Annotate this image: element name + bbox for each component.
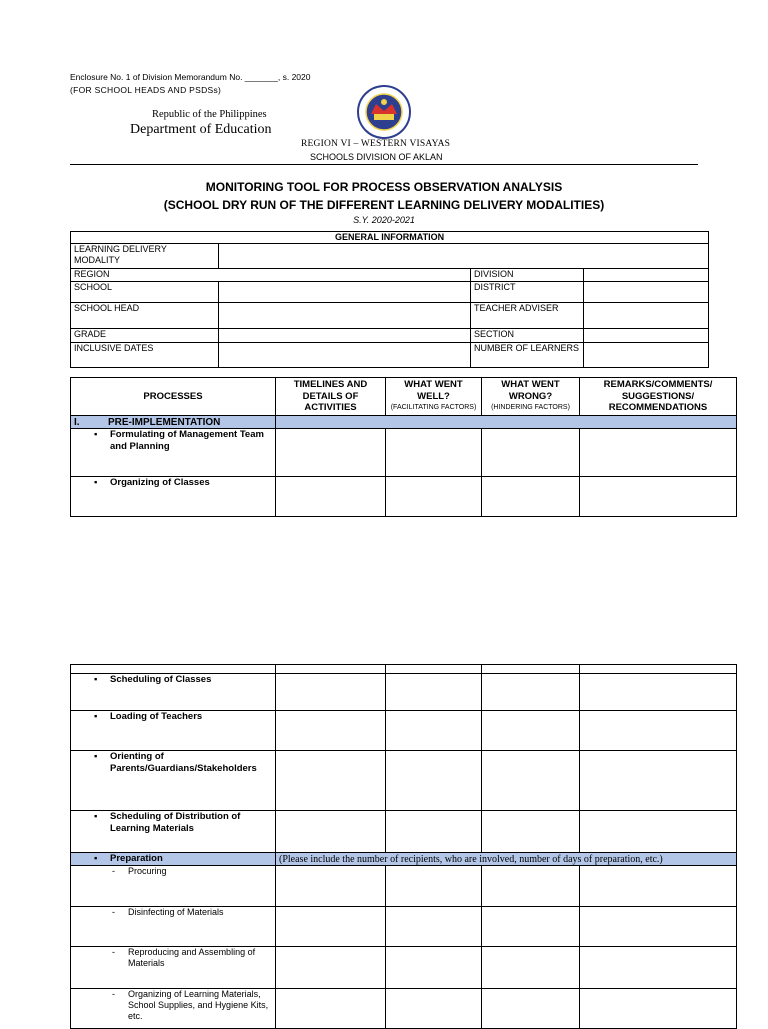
label-learning-delivery: LEARNING DELIVERY MODALITY <box>71 244 219 269</box>
process-row: ▪ Scheduling of Distribution of Learning Materials <box>71 811 276 853</box>
label-grade: GRADE <box>71 329 219 343</box>
cell-went-well[interactable] <box>386 674 482 711</box>
process-row: ▪ Formulating of Management Team and Planning <box>71 429 276 477</box>
field-school[interactable] <box>219 282 471 303</box>
cell-remarks[interactable] <box>580 947 737 989</box>
preparation-row: ▪ Preparation <box>71 853 276 866</box>
label-school: SCHOOL <box>71 282 219 303</box>
header-divider <box>70 164 698 165</box>
header-remarks: REMARKS/COMMENTS/ SUGGESTIONS/ RECOMMENDATIONS <box>580 378 737 416</box>
cell-went-well[interactable] <box>386 429 482 477</box>
sub-process-row: - Organizing of Learning Materials, School Supplies, and Hygiene Kits, etc. <box>71 989 276 1029</box>
cell-remarks[interactable] <box>580 866 737 907</box>
cell-went-well[interactable] <box>386 866 482 907</box>
label-inclusive-dates: INCLUSIVE DATES <box>71 343 219 368</box>
cell-timelines[interactable] <box>276 811 386 853</box>
field-teacher-adviser[interactable] <box>584 303 709 329</box>
general-info-heading: GENERAL INFORMATION <box>71 232 709 244</box>
cell-remarks[interactable] <box>580 811 737 853</box>
label-district: DISTRICT <box>471 282 584 303</box>
blank-cell <box>482 665 580 674</box>
region-text: REGION VI – WESTERN VISAYAS <box>301 139 451 149</box>
cell-went-well[interactable] <box>386 751 482 811</box>
cell-went-wrong[interactable] <box>482 751 580 811</box>
cell-went-wrong[interactable] <box>482 674 580 711</box>
audience-note: (FOR SCHOOL HEADS AND PSDSs) <box>70 85 222 95</box>
cell-went-well[interactable] <box>386 947 482 989</box>
cell-went-wrong[interactable] <box>482 811 580 853</box>
label-section: SECTION <box>471 329 584 343</box>
cell-timelines[interactable] <box>276 866 386 907</box>
cell-went-wrong[interactable] <box>482 711 580 751</box>
blank-cell <box>580 665 737 674</box>
cell-went-well[interactable] <box>386 711 482 751</box>
sub-process-row: - Disinfecting of Materials <box>71 907 276 947</box>
label-region: REGION <box>71 269 471 282</box>
title-line1: MONITORING TOOL FOR PROCESS OBSERVATION ANALYSIS <box>205 180 563 194</box>
sub-process-row: - Procuring <box>71 866 276 907</box>
cell-timelines[interactable] <box>276 477 386 517</box>
cell-remarks[interactable] <box>580 711 737 751</box>
header-went-wrong: WHAT WENT WRONG? (HINDERING FACTORS) <box>482 378 580 416</box>
cell-timelines[interactable] <box>276 947 386 989</box>
cell-timelines[interactable] <box>276 711 386 751</box>
label-division: DIVISION <box>471 269 584 282</box>
field-inclusive-dates[interactable] <box>219 343 471 368</box>
label-number-of-learners: NUMBER OF LEARNERS <box>471 343 584 368</box>
cell-went-well[interactable] <box>386 907 482 947</box>
cell-timelines[interactable] <box>276 674 386 711</box>
process-table-page1 <box>70 377 737 517</box>
process-row: ▪ Scheduling of Classes <box>71 674 276 711</box>
cell-timelines[interactable] <box>276 989 386 1029</box>
section-pre-implementation: I. PRE-IMPLEMENTATION <box>71 416 276 429</box>
enclosure-note: Enclosure No. 1 of Division Memorandum No. _______, s. 2020 <box>70 72 311 82</box>
cell-timelines[interactable] <box>276 429 386 477</box>
cell-remarks[interactable] <box>580 989 737 1029</box>
school-year: S.Y. 2020-2021 <box>353 215 415 225</box>
field-section[interactable] <box>584 329 709 343</box>
cell-timelines[interactable] <box>276 907 386 947</box>
cell-remarks[interactable] <box>580 907 737 947</box>
field-district[interactable] <box>584 282 709 303</box>
cell-timelines[interactable] <box>276 751 386 811</box>
title-line2: (SCHOOL DRY RUN OF THE DIFFERENT LEARNING DELIVERY MODALITIES) <box>163 198 605 212</box>
section-fill <box>276 416 737 429</box>
cell-went-well[interactable] <box>386 989 482 1029</box>
field-number-of-learners[interactable] <box>584 343 709 368</box>
blank-cell <box>71 665 276 674</box>
label-school-head: SCHOOL HEAD <box>71 303 219 329</box>
blank-cell <box>386 665 482 674</box>
general-info-table <box>70 231 709 368</box>
field-school-head[interactable] <box>219 303 471 329</box>
deped-seal-icon <box>356 84 412 140</box>
blank-cell <box>276 665 386 674</box>
header-went-well: WHAT WENT WELL? (FACILITATING FACTORS) <box>386 378 482 416</box>
process-row: ▪ Loading of Teachers <box>71 711 276 751</box>
header-processes: PROCESSES <box>71 378 276 416</box>
process-table-page2 <box>70 664 737 1029</box>
cell-went-wrong[interactable] <box>482 429 580 477</box>
label-teacher-adviser: TEACHER ADVISER <box>471 303 584 329</box>
field-division[interactable] <box>584 269 709 282</box>
field-learning-delivery[interactable] <box>219 244 709 269</box>
cell-went-wrong[interactable] <box>482 907 580 947</box>
process-row: ▪ Organizing of Classes <box>71 477 276 517</box>
division-text: SCHOOLS DIVISION OF AKLAN <box>310 152 443 162</box>
cell-remarks[interactable] <box>580 674 737 711</box>
department-text: Department of Education <box>130 122 272 137</box>
cell-remarks[interactable] <box>580 429 737 477</box>
cell-went-well[interactable] <box>386 477 482 517</box>
cell-went-wrong[interactable] <box>482 947 580 989</box>
republic-text: Republic of the Philippines <box>152 109 267 120</box>
process-row: ▪ Orienting of Parents/Guardians/Stakeholders <box>71 751 276 811</box>
cell-remarks[interactable] <box>580 477 737 517</box>
cell-went-well[interactable] <box>386 811 482 853</box>
header-timelines: TIMELINES AND DETAILS OF ACTIVITIES <box>276 378 386 416</box>
cell-went-wrong[interactable] <box>482 477 580 517</box>
cell-went-wrong[interactable] <box>482 866 580 907</box>
cell-went-wrong[interactable] <box>482 989 580 1029</box>
field-grade[interactable] <box>219 329 471 343</box>
cell-remarks[interactable] <box>580 751 737 811</box>
sub-process-row: - Reproducing and Assembling of Materials <box>71 947 276 989</box>
preparation-note: (Please include the number of recipients, who are involved, number of days of preparation, etc.) <box>276 853 737 866</box>
